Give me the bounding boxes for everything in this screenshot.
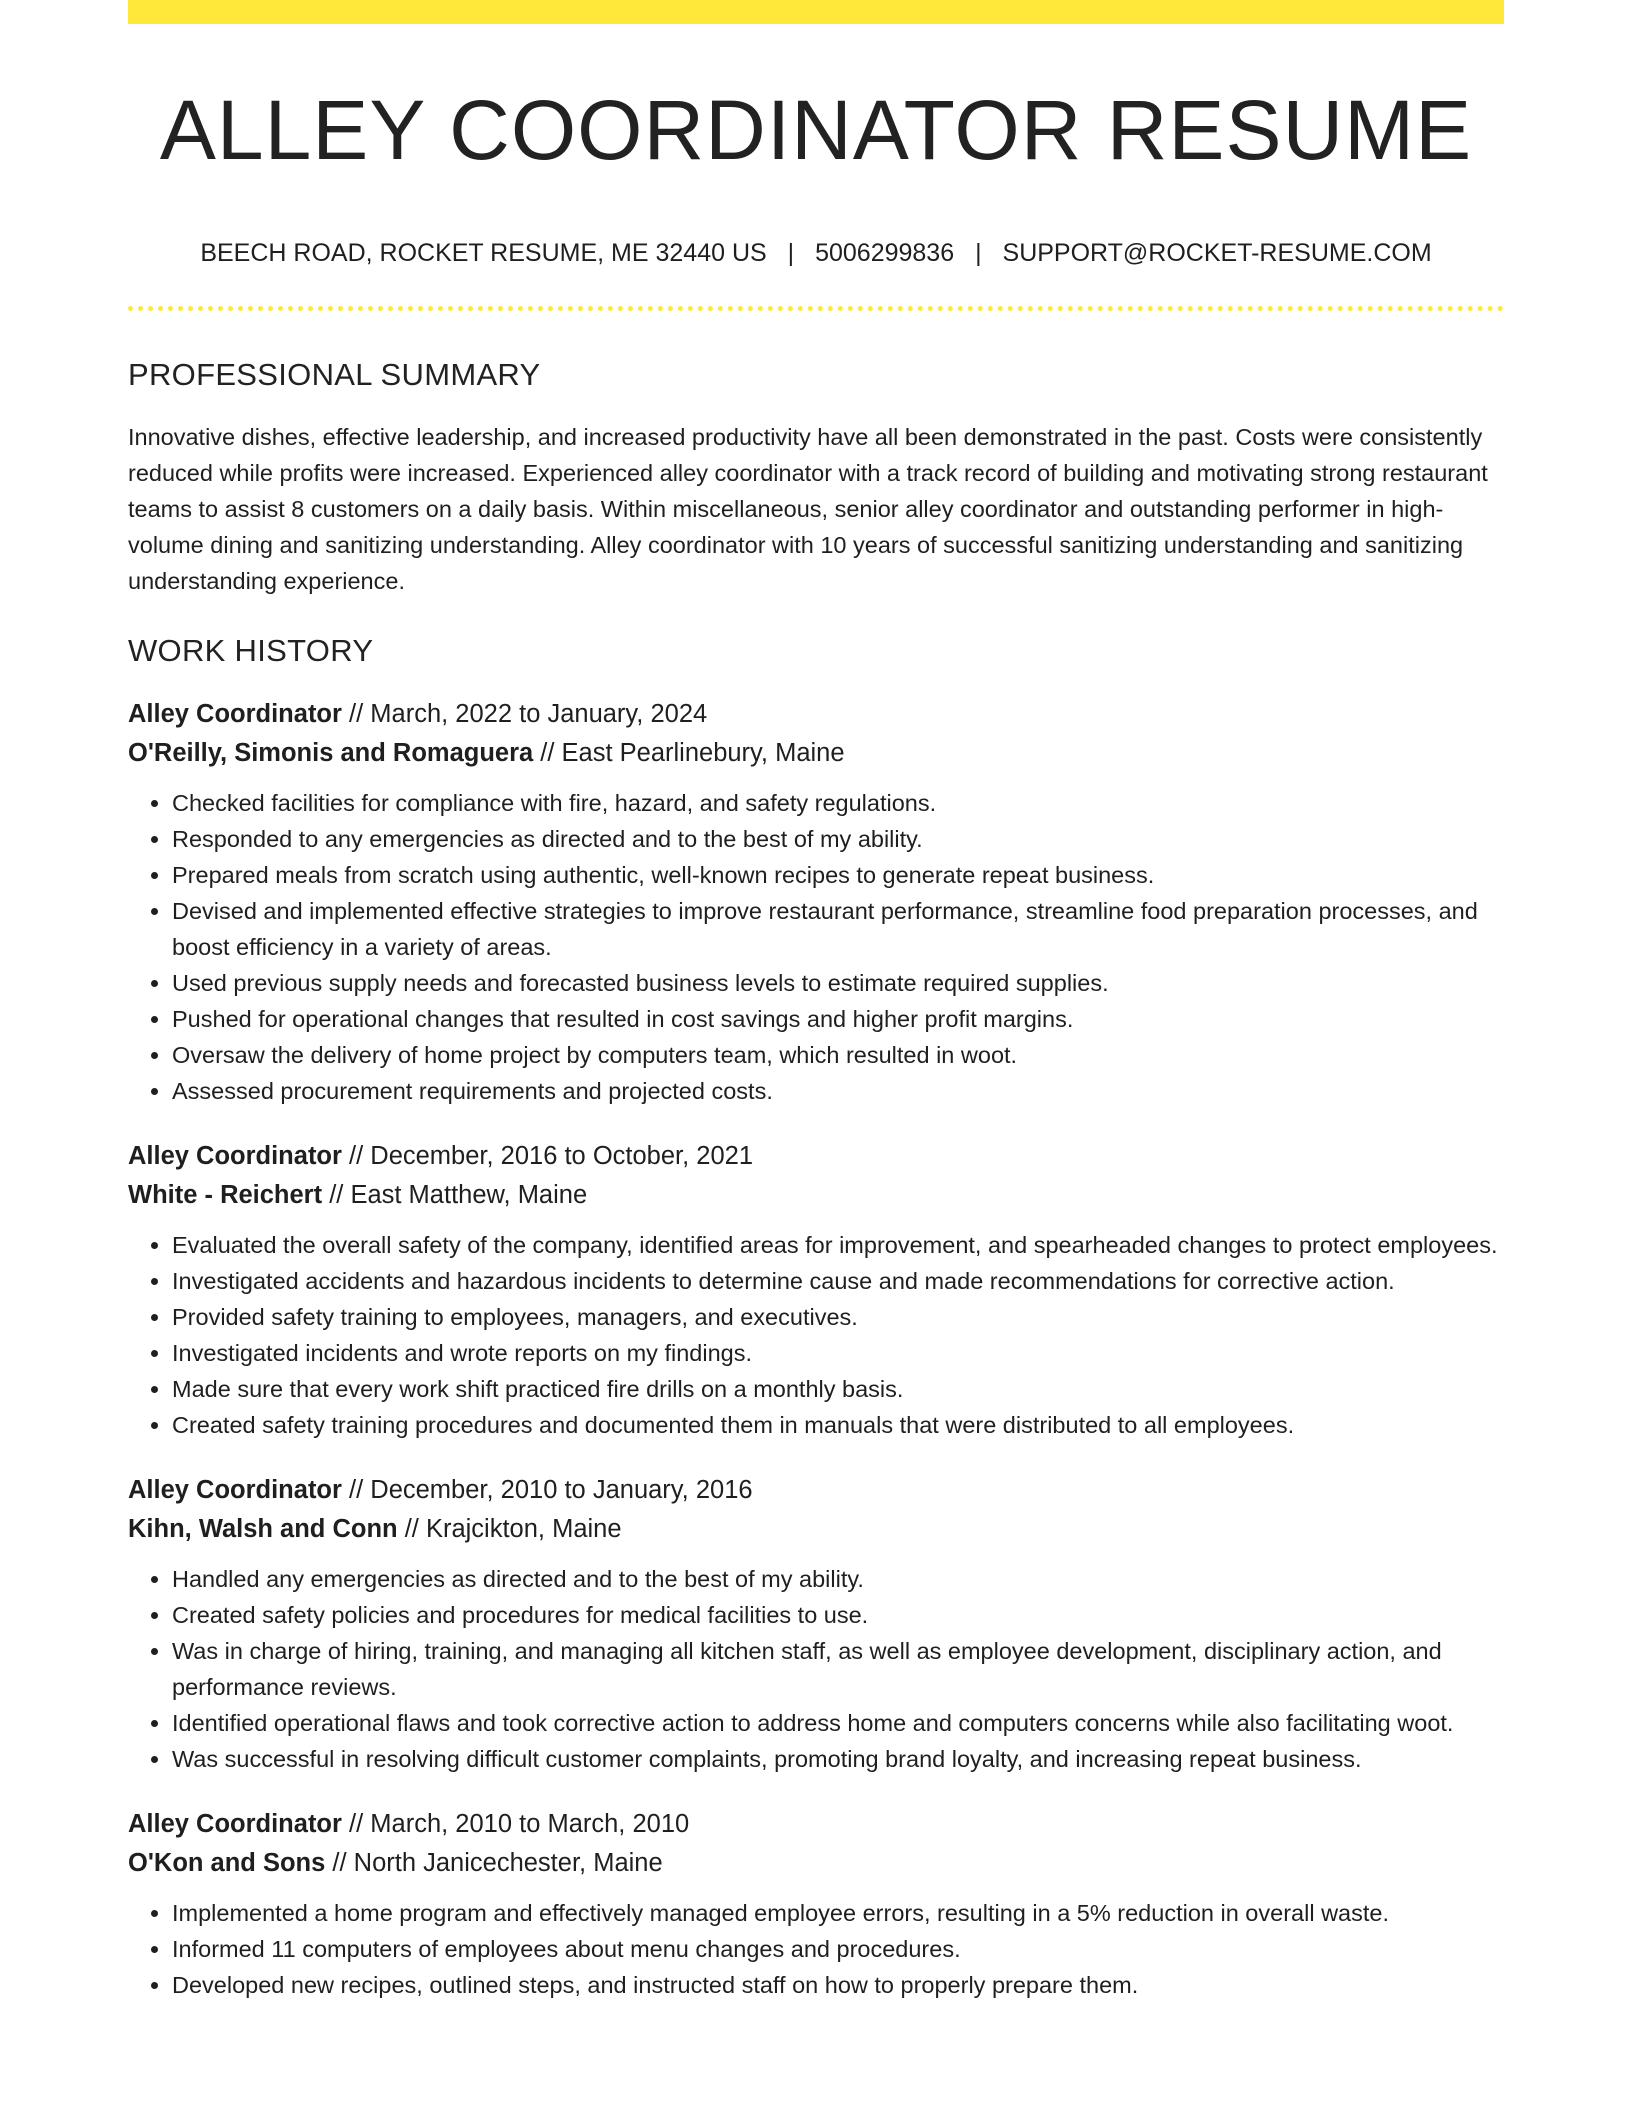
- job-title: Alley Coordinator: [128, 1476, 342, 1504]
- job-bullet: • Investigated incidents and wrote reports on my findings.: [172, 1335, 1504, 1371]
- accent-top-bar: [128, 0, 1504, 24]
- job-location: // East Matthew, Maine: [322, 1181, 588, 1209]
- contact-separator: |: [787, 239, 795, 267]
- contact-phone: 5006299836: [815, 239, 955, 267]
- work-history-list: [128, 695, 1504, 2003]
- job-bullet: • Used previous supply needs and forecasted business levels to estimate required supplies.: [172, 965, 1504, 1001]
- resume-page: [128, 0, 1504, 2003]
- job-bullet-list: [128, 1561, 1504, 1777]
- job-bullet: • Checked facilities for compliance with fire, hazard, and safety regulations.: [172, 785, 1504, 821]
- job-company-line: [128, 1844, 1504, 1883]
- job-company: O'Kon and Sons: [128, 1849, 326, 1877]
- resume-title: ALLEY COORDINATOR RESUME: [159, 83, 1473, 177]
- job-company: Kihn, Walsh and Conn: [128, 1515, 398, 1543]
- job-location: // Krajcikton, Maine: [397, 1515, 622, 1543]
- job-bullet: • Implemented a home program and effectively managed employee errors, resulting in a 5% reduction in overall waste.: [172, 1895, 1504, 1931]
- job-bullet-list: [128, 785, 1504, 1109]
- contact-address: BEECH ROAD, ROCKET RESUME, ME 32440 US: [200, 239, 767, 267]
- job-company: White - Reichert: [128, 1181, 323, 1209]
- work-history-heading: WORK HISTORY: [128, 633, 374, 668]
- dotted-divider: [128, 306, 1504, 311]
- job-title: Alley Coordinator: [128, 700, 342, 728]
- job-entry: [128, 1471, 1504, 1777]
- job-bullet: • Created safety training procedures and documented them in manuals that were distributed to all employees.: [172, 1407, 1504, 1443]
- job-entry: [128, 1137, 1504, 1443]
- job-bullet: • Developed new recipes, outlined steps, and instructed staff on how to properly prepare them.: [172, 1967, 1504, 2003]
- job-dates: // March, 2022 to January, 2024: [341, 700, 708, 728]
- job-company-line: [128, 1176, 1504, 1215]
- job-bullet: • Informed 11 computers of employees about menu changes and procedures.: [172, 1931, 1504, 1967]
- summary-text: Innovative dishes, effective leadership, and increased productivity have all been demonstrated in the past. Costs were consistently reduced while profits were increased. Experienced alley coordinator with a track record of building and motivating strong restaurant teams to assist 8 customers on a daily basis. Within miscellaneous, senior alley coordinator and outstanding performer in high-volume dining and sanitizing understanding. Alley coordinator with 10 years of successful sanitizing understanding and sanitizing understanding experience.: [128, 424, 1488, 594]
- job-bullet-list: [128, 1895, 1504, 2003]
- contact-email: SUPPORT@ROCKET-RESUME.COM: [1002, 239, 1432, 267]
- job-entry: [128, 1805, 1504, 2003]
- job-title-line: [128, 1137, 1504, 1176]
- summary-heading: PROFESSIONAL SUMMARY: [128, 357, 541, 392]
- job-bullet: • Created safety policies and procedures for medical facilities to use.: [172, 1597, 1504, 1633]
- job-bullet: • Was successful in resolving difficult customer complaints, promoting brand loyalty, and increasing repeat business.: [172, 1741, 1504, 1777]
- job-title: Alley Coordinator: [128, 1810, 342, 1838]
- job-title-line: [128, 1805, 1504, 1844]
- job-dates: // December, 2016 to October, 2021: [341, 1142, 754, 1170]
- job-bullet: • Identified operational flaws and took corrective action to address home and computers concerns while also facilitating woot.: [172, 1705, 1504, 1741]
- job-bullet: • Provided safety training to employees, managers, and executives.: [172, 1299, 1504, 1335]
- job-bullet: • Made sure that every work shift practiced fire drills on a monthly basis.: [172, 1371, 1504, 1407]
- job-bullet: • Assessed procurement requirements and projected costs.: [172, 1073, 1504, 1109]
- job-company: O'Reilly, Simonis and Romaguera: [128, 739, 534, 767]
- job-bullet-list: [128, 1227, 1504, 1443]
- job-bullet: • Evaluated the overall safety of the company, identified areas for improvement, and spearheaded changes to protect employees.: [172, 1227, 1504, 1263]
- contact-line: [128, 238, 1504, 268]
- job-bullet: • Devised and implemented effective strategies to improve restaurant performance, streamline food preparation processes, and boost efficiency in a variety of areas.: [172, 893, 1504, 965]
- job-entry: [128, 695, 1504, 1109]
- job-bullet: • Was in charge of hiring, training, and managing all kitchen staff, as well as employee development, disciplinary action, and performance reviews.: [172, 1633, 1504, 1705]
- job-title: Alley Coordinator: [128, 1142, 342, 1170]
- job-company-line: [128, 734, 1504, 773]
- job-bullet: • Prepared meals from scratch using authentic, well-known recipes to generate repeat business.: [172, 857, 1504, 893]
- job-bullet: • Pushed for operational changes that resulted in cost savings and higher profit margins.: [172, 1001, 1504, 1037]
- job-location: // North Janicechester, Maine: [325, 1849, 663, 1877]
- job-location: // East Pearlinebury, Maine: [533, 739, 845, 767]
- job-bullet: • Investigated accidents and hazardous incidents to determine cause and made recommendations for corrective action.: [172, 1263, 1504, 1299]
- job-dates: // March, 2010 to March, 2010: [341, 1810, 690, 1838]
- job-bullet: • Handled any emergencies as directed and to the best of my ability.: [172, 1561, 1504, 1597]
- job-title-line: [128, 1471, 1504, 1510]
- job-dates: // December, 2010 to January, 2016: [341, 1476, 753, 1504]
- job-bullet: • Responded to any emergencies as directed and to the best of my ability.: [172, 821, 1504, 857]
- job-bullet: • Oversaw the delivery of home project by computers team, which resulted in woot.: [172, 1037, 1504, 1073]
- job-company-line: [128, 1510, 1504, 1549]
- contact-separator: |: [975, 239, 982, 267]
- job-title-line: [128, 695, 1504, 734]
